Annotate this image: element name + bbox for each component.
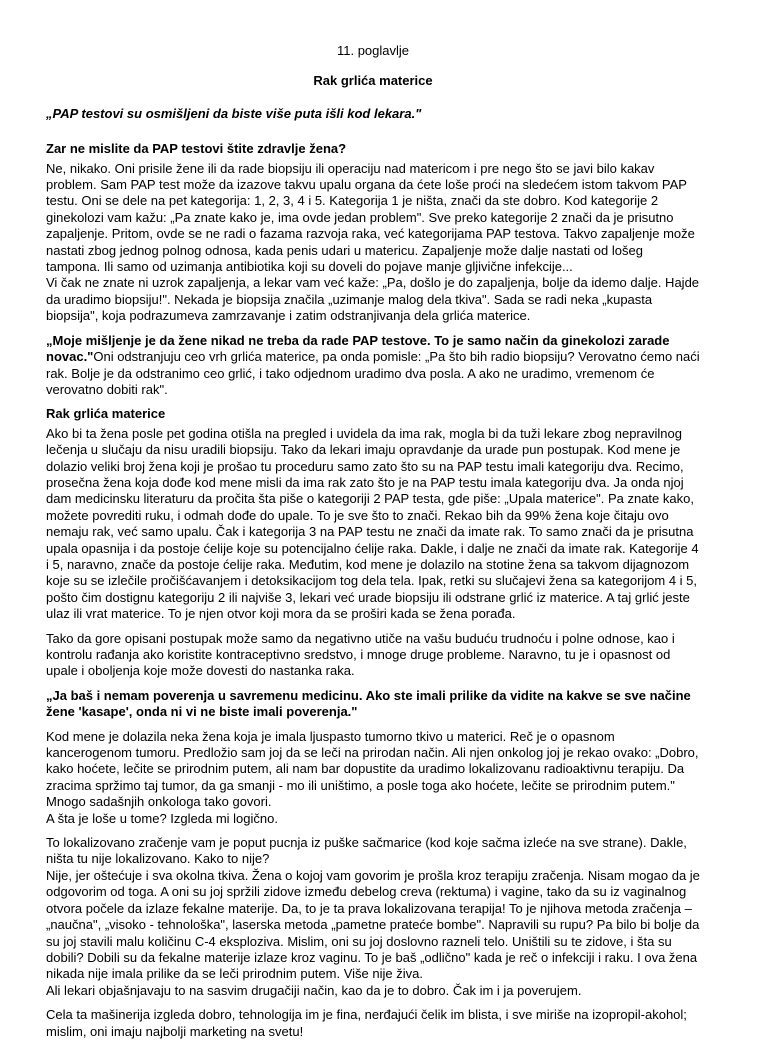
paragraph-9: To lokalizovano zračenje vam je poput pucnja iz puške sačmarice (kod koje sačma izleće na sve strane). Dakle, ništa tu nije lokalizovano. Kako to nije? [46,835,687,867]
question-heading: Zar ne mislite da PAP testovi štite zdravlje žena? [46,141,347,157]
paragraph-11: Ali lekari objašnjavaju to na sasvim drugačiji način, kao da je to dobro. Čak im i ja poverujem. [46,982,582,998]
paragraph-6-bold-quote [46,688,700,721]
paragraph-4: Ako bi ta žena posle pet godina otišla na pregled i uvidela da ima rak, mogla bi da tuži lekare zbog nepravilnog lečenja u slučaju da nisu uradili biopsiju. Tako da lekari imaju opravdanje da urade pun postupak. Kod mene je dolazio veliki broj žena koji je prošao tu proceduru samo zato što su na PAP testu imali kategoriju dva. Recimo, prosečna žena koja dođe kod mene misli da ima rak zato što je na PAP testu imala kategoriju dva. Ja onda njoj dam medicinsku literaturu da pročita šta piše o kategoriji 2 PAP testa, gde piše: „Upala materice". Pa znate kako, možete povrediti ruku, i odmah dođe do upale. To je sve što to znači. Rekao bih da 99% žena koje čitaju ovo nemaju rak, već samo upalu. Čak i kategorija 3 na PAP testu ne znači da imate rak. To samo znači da je prisutna upala opasnija i da postoje ćelije koje su potencijalno ćelije raka. Dakle, i dalje ne znači da imate rak. Kategorije 4 i 5, naravno, znače da postoje ćelije raka. Međutim, kod mene je dolazilo na stotine žena sa takvom dijagnozom koje su se izlečile pročišćavanjem i detoksikacijom tog dela tela. Ipak, retki su slučajevi žena sa kategorijom 4 i 5, pošto čim dostignu kategoriju 2 ili najviše 3, lekari već urade biopsiju ili odstrane grlić iz materice. A taj grlić jeste ulaz ili vrat materice. To je njen otvor koji mora da se proširi kada se žena porađa. [46,425,699,622]
paragraph-12: Cela ta mašinerija izgleda dobro, tehnologija im je fina, nerđajući čelik im blista, i sve miriše na izopropil-akohol; mislim, oni imaju najbolji marketing na svetu! [46,1007,687,1039]
paragraph-3-text: Oni odstranjuju ceo vrh grlića materice, pa onda pomisle: „Pa što bih radio biopsiju? Verovatno ćemo naći rak. Bolje je da odstranimo ceo grlić, i tako odjednom uradimo dva posla. A ako ne uradimo, vremenom će verovatno dobiti rak". [46,349,700,397]
paragraph-3 [46,333,700,399]
paragraph-8: A šta je loše u tome? Izgleda mi logično. [46,810,278,826]
paragraph-10: Nije, jer oštećuje i sva okolna tkiva. Žena o kojoj vam govorim je prošla kroz terapiju zračenja. Nisam mogao da je odgovorim od toga. A oni su joj spržili zidove između debelog creva (rektuma) i vagine, tako da su iz vaginalnog otvora počele da izlaze fekalne materije. Da, to je ta prava lokalizovana terapija! To je njihova metoda zračenja – „naučna", „visoko - tehnološka", laserska metoda „pametne prateće bombe". Napravili su rupu? Pa bilo bi bolje da su joj stavili malu količinu C-4 eksploziva. Mislim, oni su joj doslovno razneli telo. Uništili su te zidove, i šta su dobili? Dobili su da fekalne materije izlaze kroz vaginu. To je baš „odlično" kada je reč o infekciji i raku. I ova žena nikada nije imala prilike da se leči prirodnim putem. Više nije živa. [46,867,700,982]
paragraph-3-bold-quote: „Moje mišljenje je da žene nikad ne treba da rade PAP testove. To je samo način da ginekolozi zarade novac." [46,332,670,365]
chapter-label: 11. poglavlje [336,43,410,58]
paragraph-2: Vi čak ne znate ni uzrok zapaljenja, a lekar vam već kaže: „Pa, došlo je do zapaljenja, bolje da idemo dalje. Hajde da uradimo biopsiju!". Nekada je biopsija značila „uzimanje malog dela tkiva". Sada se radi neka „kupasta biopsija", koja podrazumeva zamrzavanje i zatim odstranjivanja dela grlića materice. [46,275,700,324]
paragraph-5: Tako da gore opisani postupak može samo da negativno utiče na vašu buduću trudnoću i polne odnose, kao i kontrolu rađanja ako koristite kontraceptivno sredstvo, i mnoge druge probleme. Naravno, tu je i opasnost od upale i oboljenja koje može dovesti do nastanka raka. [46,630,675,679]
section-heading: Rak grlića materice [46,406,166,422]
paragraph-7: Kod mene je dolazila neka žena koja je imala ljuspasto tumorno tkivo u materici. Reč je o opasnom kancerogenom tumoru. Predložio sam joj da se leči na prirodan način. Ali njen onkolog joj je rekao ovako: „Dobro, kako hoćete, lečite se prirodnim putem, ali nam bar dopustite da uradimo lokalizovanu radioaktivnu terapiju. Da zracima spržimo taj tumor, da ga smanji - mo ili uništimo, a posle toga ako hoćete, lečite se prirodnim putem." Mnogo sadašnjih onkologa tako govori. [46,728,699,810]
chapter-title: Rak grlića materice [313,73,433,89]
paragraph-6-quote-text: „Ja baš i nemam poverenja u savremenu medicinu. Ako ste imali prilike da vidite na kakve se sve načine žene 'kasape', onda ni vi ne biste imali poverenja." [46,687,691,720]
epigraph-quote: „PAP testovi su osmišljeni da biste više puta išli kod lekara." [46,105,422,121]
paragraph-1: Ne, nikako. Oni prisile žene ili da rade biopsiju ili operaciju nad matericom i pre nego što se javi bilo kakav problem. Sam PAP test može da izazove takvu upalu organa da ćete loše proći na sledećem istom takvom PAP testu. Oni se dele na pet kategorija: 1, 2, 3, 4 i 5. Kategorija 1 je ništa, znači da ste dobro. Kod kategorije 2 ginekolozi vam kažu: „Pa znate kako je, ima ovde jedan problem". Sve preko kategorije 2 znači da je prisutno zapaljenje. Pritom, ovde se ne radi o fazama razvoja raka, već kategorijama PAP testova. Takvo zapaljenje može nastati zbog jednog polnog odnosa, kada penis udari u matericu. Zapaljenje može dalje nastati od lošeg tampona. Ili samo od uzimanja antibiotika koji su doveli do pojave manje gljivične infekcije... [46,160,695,275]
